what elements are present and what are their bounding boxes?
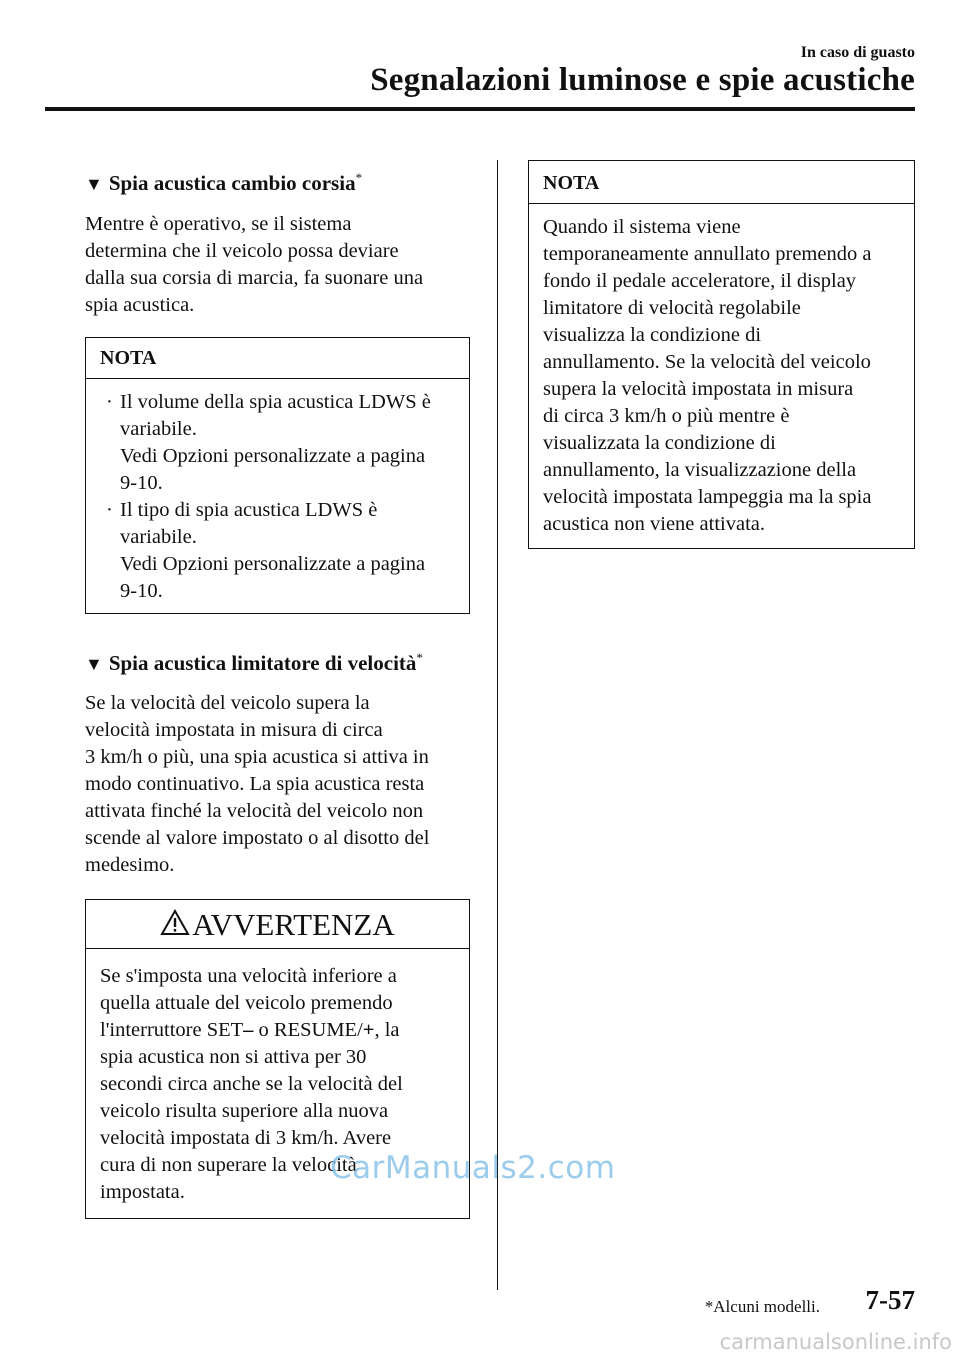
- right-note-box: [528, 160, 915, 549]
- note-line: fondo il pedale acceleratore, il display: [543, 270, 857, 292]
- note-line: visualizzata la condizione di: [543, 432, 776, 454]
- warning-line: Se s'imposta una velocità inferiore a: [100, 965, 397, 987]
- body-line: velocità impostata in misura di circa: [85, 719, 383, 741]
- body-line: spia acustica.: [85, 294, 195, 316]
- body-line: modo continuativo. La spia acustica resta: [85, 773, 425, 795]
- page-number: 7-57: [865, 1285, 915, 1315]
- asterisk-mark: *: [355, 170, 363, 185]
- warning-line: cura di non superare la velocità: [100, 1154, 357, 1176]
- lane-change-heading: [85, 164, 470, 198]
- warning-line: spia acustica non si attiva per 30: [100, 1046, 367, 1068]
- column-divider: [497, 160, 498, 1290]
- note-line: Il tipo di spia acustica LDWS è: [120, 499, 378, 521]
- note-line: limitatore di velocità regolabile: [543, 297, 801, 319]
- body-line: 3 km/h o più, una spia acustica si attiva in: [85, 746, 429, 768]
- note-line: variabile.: [120, 526, 197, 548]
- note-line: 9-10.: [120, 580, 163, 602]
- lane-change-body: [85, 211, 470, 319]
- asterisk-mark: *: [416, 650, 423, 665]
- site-watermark: carmanualsonline.info: [719, 1330, 952, 1354]
- note-item: [100, 389, 455, 497]
- warning-line-switches: [100, 1017, 455, 1044]
- body-line: medesimo.: [85, 854, 175, 876]
- note-item: [100, 497, 455, 605]
- note-line: velocità impostata lampeggia ma la spia: [543, 486, 872, 508]
- warning-line: veicolo risulta superiore alla nuova: [100, 1100, 389, 1122]
- header-rule: [45, 107, 915, 111]
- warning-label: AVVERTENZA: [192, 907, 395, 942]
- speed-limiter-body: [85, 690, 470, 879]
- warning-line: quella attuale del veicolo premendo: [100, 992, 393, 1014]
- bullet-dot: ·: [106, 391, 113, 413]
- note-label: NOTA: [86, 338, 469, 379]
- body-line: scende al valore impostato o al disotto del: [85, 827, 430, 849]
- speed-limiter-title: Spia acustica limitatore di velocità: [108, 651, 417, 675]
- warning-text-segment: , la: [374, 1019, 400, 1041]
- bullet-dot: ·: [106, 499, 113, 521]
- set-minus-symbol: –: [243, 1019, 254, 1041]
- speed-limiter-heading: [85, 644, 470, 678]
- warning-text-segment: o RESUME/: [253, 1019, 363, 1041]
- note-line: temporaneamente annullato premendo a: [543, 243, 872, 265]
- triangle-marker-icon: ▼: [85, 654, 103, 674]
- note-line: di circa 3 km/h o più mentre è: [543, 405, 790, 427]
- note-line: Vedi Opzioni personalizzate a pagina: [120, 445, 426, 467]
- watermark-text: CarManuals2.com: [330, 1150, 616, 1186]
- resume-plus-symbol: +: [362, 1019, 375, 1041]
- lane-change-note-box: [85, 337, 470, 614]
- note-line: Il volume della spia acustica LDWS è: [120, 391, 431, 413]
- footnote: *Alcuni modelli.: [704, 1297, 820, 1316]
- note-line: 9-10.: [120, 472, 163, 494]
- body-line: determina che il veicolo possa deviare: [85, 240, 399, 262]
- note-line: acustica non viene attivata.: [543, 513, 765, 535]
- note-label: NOTA: [529, 161, 914, 204]
- warning-triangle-icon: [160, 909, 190, 936]
- warning-text-segment: l'interruttore SET: [100, 1019, 244, 1041]
- chapter-label: In caso di guasto: [800, 44, 915, 61]
- lane-change-title: Spia acustica cambio corsia: [108, 171, 356, 195]
- note-line: variabile.: [120, 418, 197, 440]
- note-line: supera la velocità impostata in misura: [543, 378, 854, 400]
- body-line: attivata finché la velocità del veicolo non: [85, 800, 424, 822]
- note-line: annullamento, la visualizzazione della: [543, 459, 857, 481]
- warning-line: secondi circa anche se la velocità del: [100, 1073, 403, 1095]
- note-line: visualizza la condizione di: [543, 324, 762, 346]
- triangle-marker-icon: ▼: [85, 174, 103, 194]
- warning-line: impostata.: [100, 1181, 185, 1203]
- note-line: Vedi Opzioni personalizzate a pagina: [120, 553, 426, 575]
- body-line: dalla sua corsia di marcia, fa suonare una: [85, 267, 424, 289]
- warning-line: velocità impostata di 3 km/h. Avere: [100, 1127, 392, 1149]
- warning-header: [86, 900, 469, 949]
- section-title: Segnalazioni luminose e spie acustiche: [370, 62, 915, 98]
- body-line: Se la velocità del veicolo supera la: [85, 692, 370, 714]
- note-line: Quando il sistema viene: [543, 216, 741, 238]
- left-column: [85, 164, 470, 1219]
- body-line: Mentre è operativo, se il sistema: [85, 213, 352, 235]
- note-line: annullamento. Se la velocità del veicolo: [543, 351, 871, 373]
